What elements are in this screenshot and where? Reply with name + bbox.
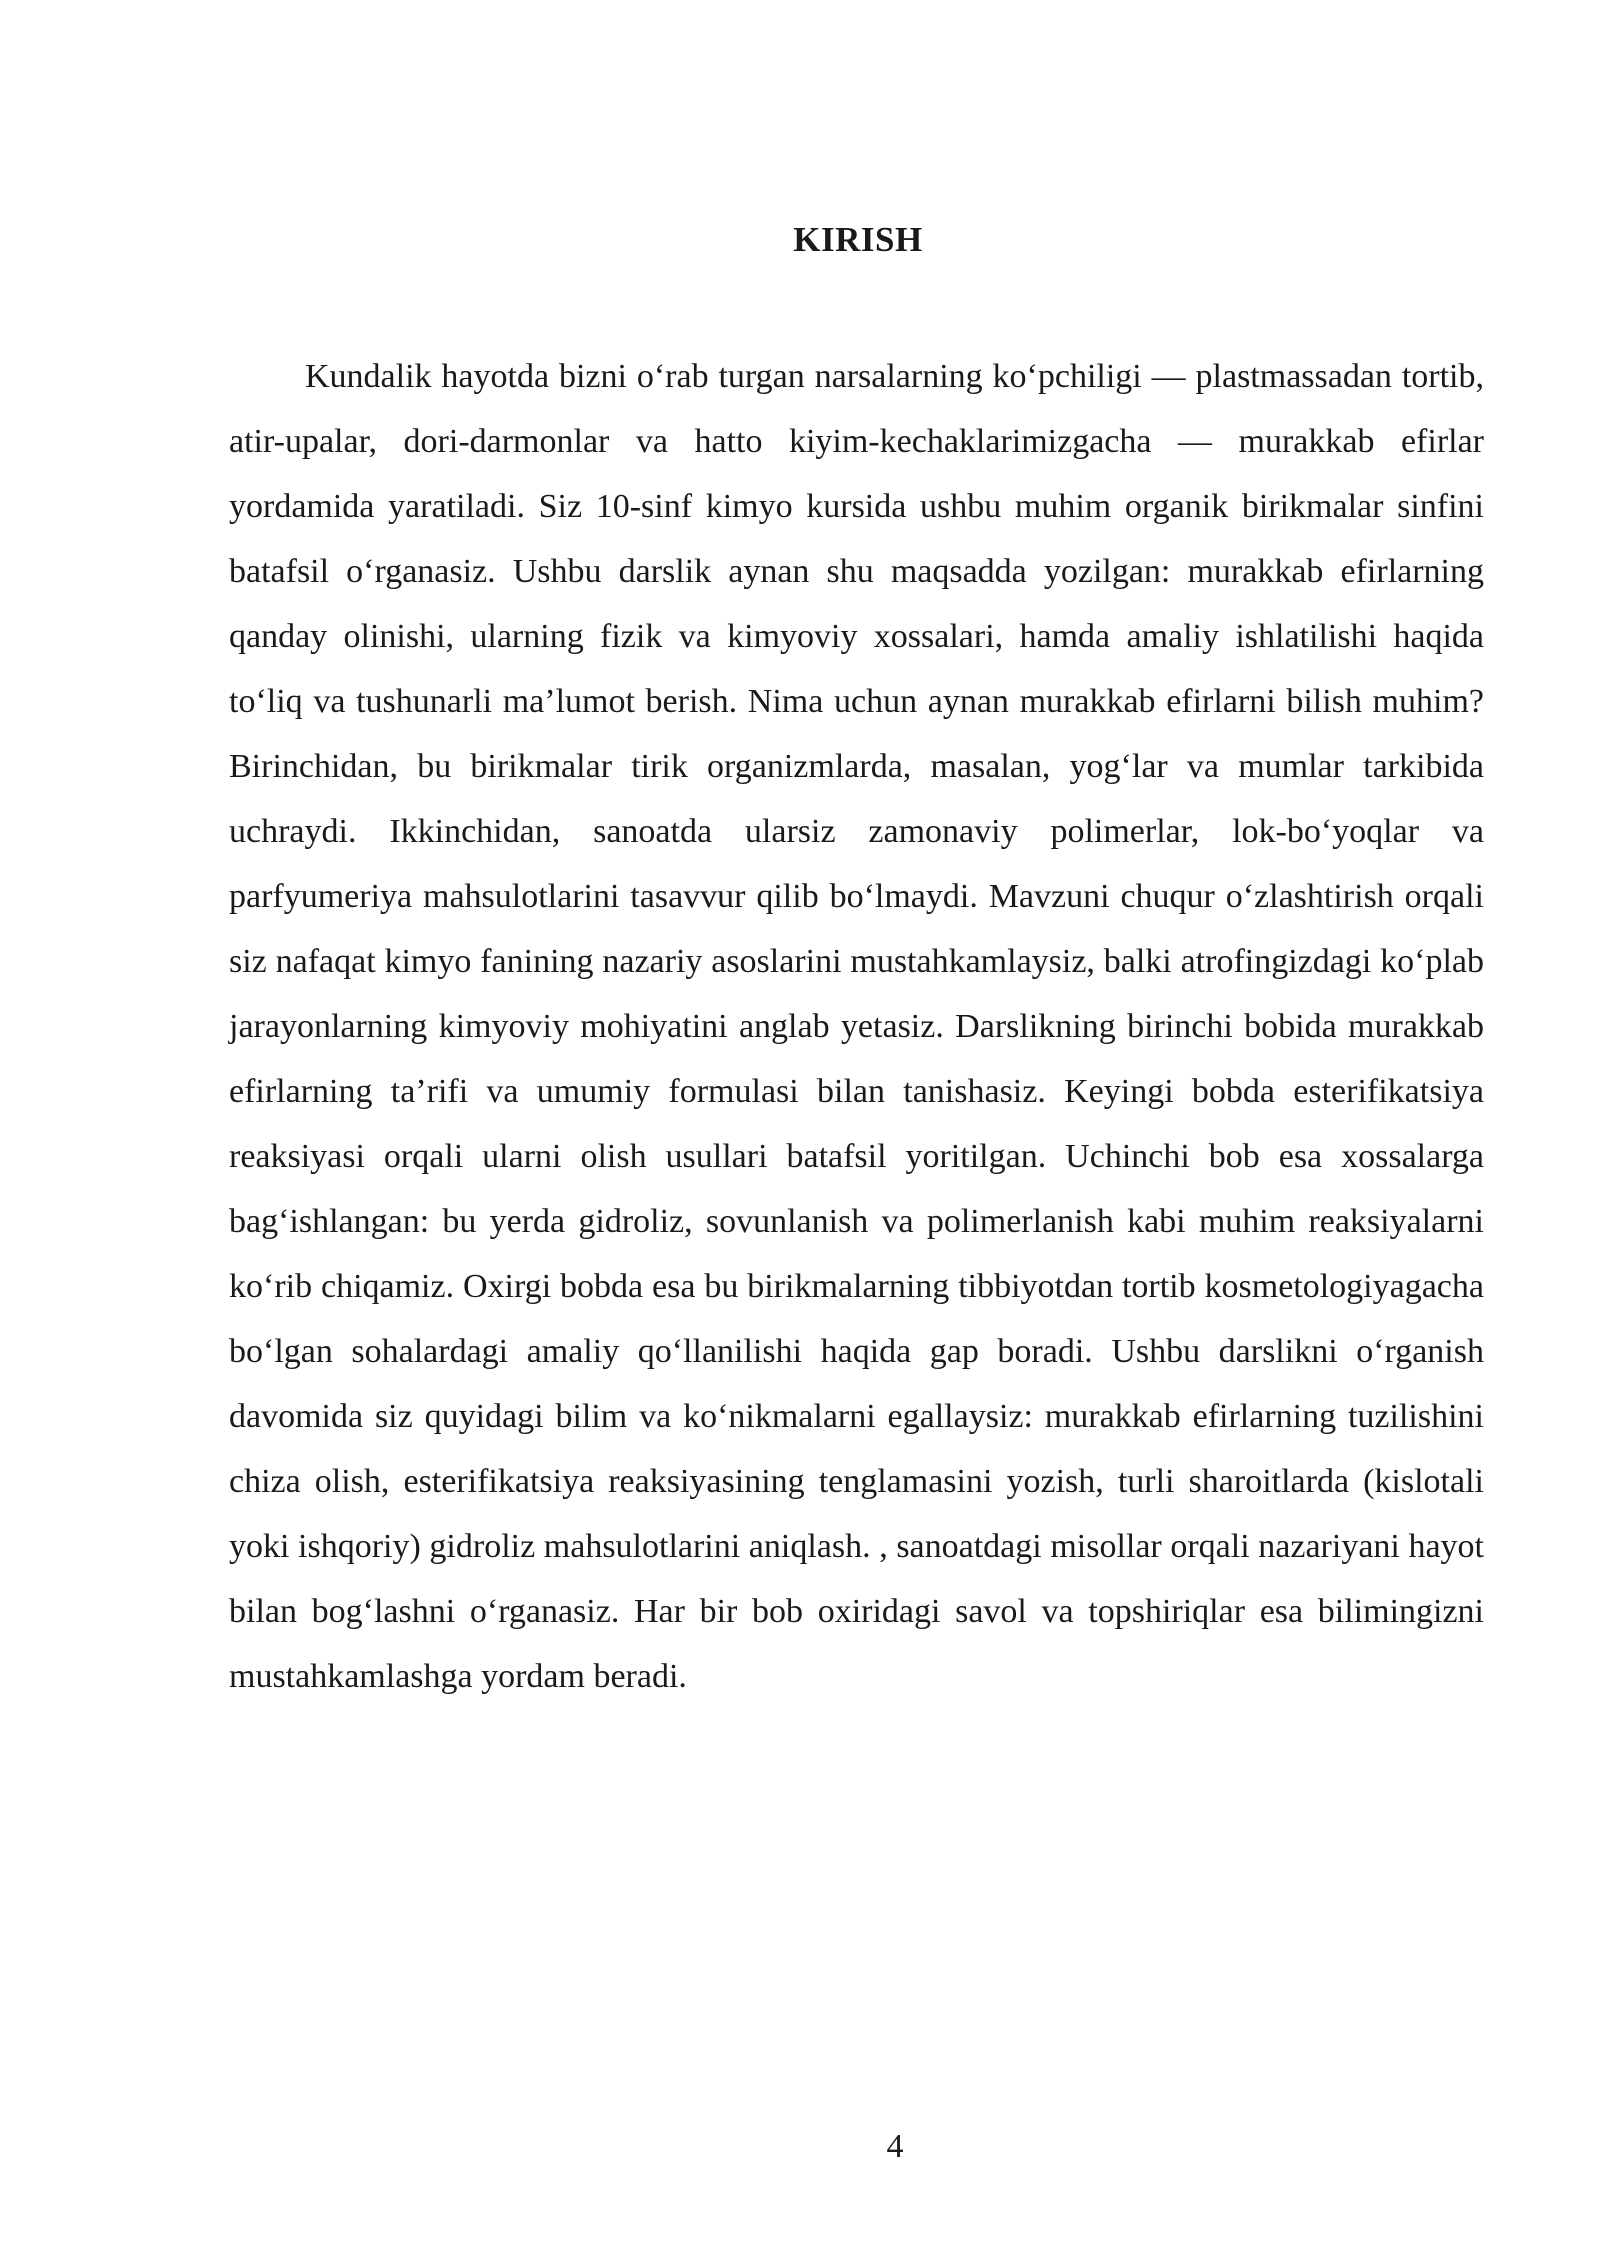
section-heading: KIRISH <box>793 220 923 259</box>
page-number: 4 <box>886 2128 904 2165</box>
body-paragraph: Kundalik hayotda bizni o‘rab turgan narsalarning ko‘pchiligi — plastmassadan tortib, atir-upalar, dori-darmonlar va hatto kiyim-kechaklarimizgacha — murakkab efirlar yordamida yaratiladi. Siz 10-sinf kimyo kursida ushbu muhim organik birikmalar sinfini batafsil o‘rganasiz. Ushbu darslik aynan shu maqsadda yozilgan: murakkab efirlarning qanday olinishi, ularning fizik va kimyoviy xossalari, hamda amaliy ishlatilishi haqida to‘liq va tushunarli ma’lumot berish. Nima uchun aynan murakkab efirlarni bilish muhim? Birinchidan, bu birikmalar tirik organizmlarda, masalan, yog‘lar va mumlar tarkibida uchraydi. Ikkinchidan, sanoatda ularsiz zamonaviy polimerlar, lok-bo‘yoqlar va parfyumeriya mahsulotlarini tasavvur qilib bo‘lmaydi. Mavzuni chuqur o‘zlashtirish orqali siz nafaqat kimyo fanining nazariy asoslarini mustahkamlaysiz, balki atrofingizdagi ko‘plab jarayonlarning kimyoviy mohiyatini anglab yetasiz. Darslikning birinchi bobida murakkab efirlarning ta’rifi va umumiy formulasi bilan tanishasiz. Keyingi bobda esterifikatsiya reaksiyasi orqali ularni olish usullari batafsil yoritilgan. Uchinchi bob esa xossalarga bag‘ishlangan: bu yerda gidroliz, sovunlanish va polimerlanish kabi muhim reaksiyalarni ko‘rib chiqamiz. Oxirgi bobda esa bu birikmalarning tibbiyotdan tortib kosmetologiyagacha bo‘lgan sohalardagi amaliy qo‘llanilishi haqida gap boradi. Ushbu darslikni o‘rganish davomida siz quyidagi bilim va ko‘nikmalarni egallaysiz: murakkab efirlarning tuzilishini chiza olish, esterifikatsiya reaksiyasining tenglamasini yozish, turli sharoitlarda (kislotali yoki ishqoriy) gidroliz mahsulotlarini aniqlash. , sanoatdagi misollar orqali nazariyani hayot bilan bog‘lashni o‘rganasiz. Har bir bob oxiridagi savol va topshiriqlar esa bilimingizni mustahkamlashga yordam beradi. <box>229 358 1484 1695</box>
